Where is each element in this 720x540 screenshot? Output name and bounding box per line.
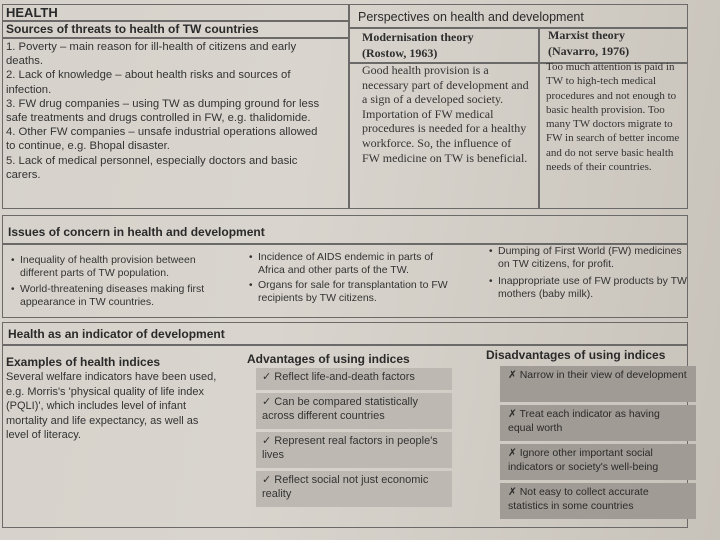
- source-item: 5. Lack of medical personnel, especially doctors and basic carers.: [6, 154, 298, 181]
- bullet-icon: •: [11, 284, 15, 295]
- disadvantage-item: ✗ Narrow in their view of development: [500, 366, 696, 402]
- sources-title-underline: [2, 37, 348, 39]
- perspectives-underline: [348, 27, 688, 29]
- marxist-body: Too much attention is paid in TW to high-tech medical procedures and not enough to basic health provision. Too many TW doctors migrate to FW in search of better income and do not serve basic health needs of their countries.: [546, 61, 680, 174]
- marxist-sub: (Navarro, 1976): [548, 44, 630, 58]
- issues-col3-item: • Dumping of First World (FW) medicines on TW citizens, for profit.: [489, 245, 682, 270]
- advantage-item: ✓ Reflect social not just economic reality: [256, 471, 452, 507]
- issues-col3-item: • Inappropriate use of FW products by TW mothers (baby milk).: [489, 275, 687, 300]
- health-title: HEALTH: [6, 5, 58, 20]
- top-divider: [348, 4, 350, 209]
- disadvantage-item: ✗ Treat each indicator as having equal worth: [500, 405, 696, 441]
- bullet-icon: •: [489, 276, 493, 287]
- disadvantage-item: ✗ Not easy to collect accurate statistics in some countries: [500, 483, 696, 519]
- sources-title: Sources of threats to health of TW countries: [6, 22, 259, 36]
- perspectives-title: Perspectives on health and development: [358, 10, 584, 24]
- examples-heading: Examples of health indices: [6, 355, 161, 369]
- issues-col1-item: • Inequality of health provision between different parts of TW population.: [11, 254, 196, 279]
- modernisation-sub: (Rostow, 1963): [362, 46, 438, 60]
- advantage-item: ✓ Can be compared statistically across different countries: [256, 393, 452, 429]
- advantage-item: ✓ Represent real factors in people's lives: [256, 432, 452, 468]
- sources-list: [6, 40, 324, 182]
- source-item: 1. Poverty – main reason for ill-health of citizens and early deaths.: [6, 41, 297, 68]
- issues-col1-item: • World-threatening diseases making first appearance in TW countries.: [11, 283, 205, 308]
- source-item: 2. Lack of knowledge – about health risks and sources of infection.: [6, 69, 291, 96]
- disadvantages-heading: Disadvantages of using indices: [486, 348, 666, 362]
- issues-title: Issues of concern in health and development: [8, 225, 265, 239]
- issues-col2-item: • Organs for sale for transplantation to FW recipients by TW citizens.: [249, 279, 448, 304]
- advantage-item: ✓ Reflect life-and-death factors: [256, 368, 452, 390]
- disadvantage-item: ✗ Ignore other important social indicators or society's well-being: [500, 444, 696, 480]
- bullet-icon: •: [249, 280, 253, 291]
- indicator-underline: [2, 344, 688, 346]
- modernisation-heading: Modernisation theory: [362, 30, 474, 44]
- bullet-icon: •: [11, 255, 15, 266]
- bullet-icon: •: [489, 246, 493, 257]
- source-item: 4. Other FW companies – unsafe industrial operations allowed to continue, e.g. Bhopal disaster.: [6, 126, 318, 153]
- marxist-heading: Marxist theory: [548, 28, 625, 42]
- perspectives-divider: [538, 27, 540, 209]
- bullet-icon: •: [249, 252, 253, 263]
- issues-col2-item: • Incidence of AIDS endemic in parts of Africa and other parts of the TW.: [249, 251, 434, 276]
- modernisation-body: Good health provision is a necessary part of development and a sign of a developed society. Importation of FW medical procedures is needed for a healthy workforce. So, the influence of FW medicine on TW is beneficial.: [362, 63, 529, 165]
- indicator-title: Health as an indicator of development: [8, 327, 225, 341]
- advantages-heading: Advantages of using indices: [247, 352, 410, 366]
- source-item: 3. FW drug companies – using TW as dumping ground for less safe treatments and drugs controlled in FW, e.g. thalidomide.: [6, 97, 320, 125]
- examples-body: Several welfare indicators have been used, e.g. Morris's 'physical quality of life index (PQLI)', which includes level of infant mortality and life expectancy, as well as level of literacy.: [6, 371, 217, 441]
